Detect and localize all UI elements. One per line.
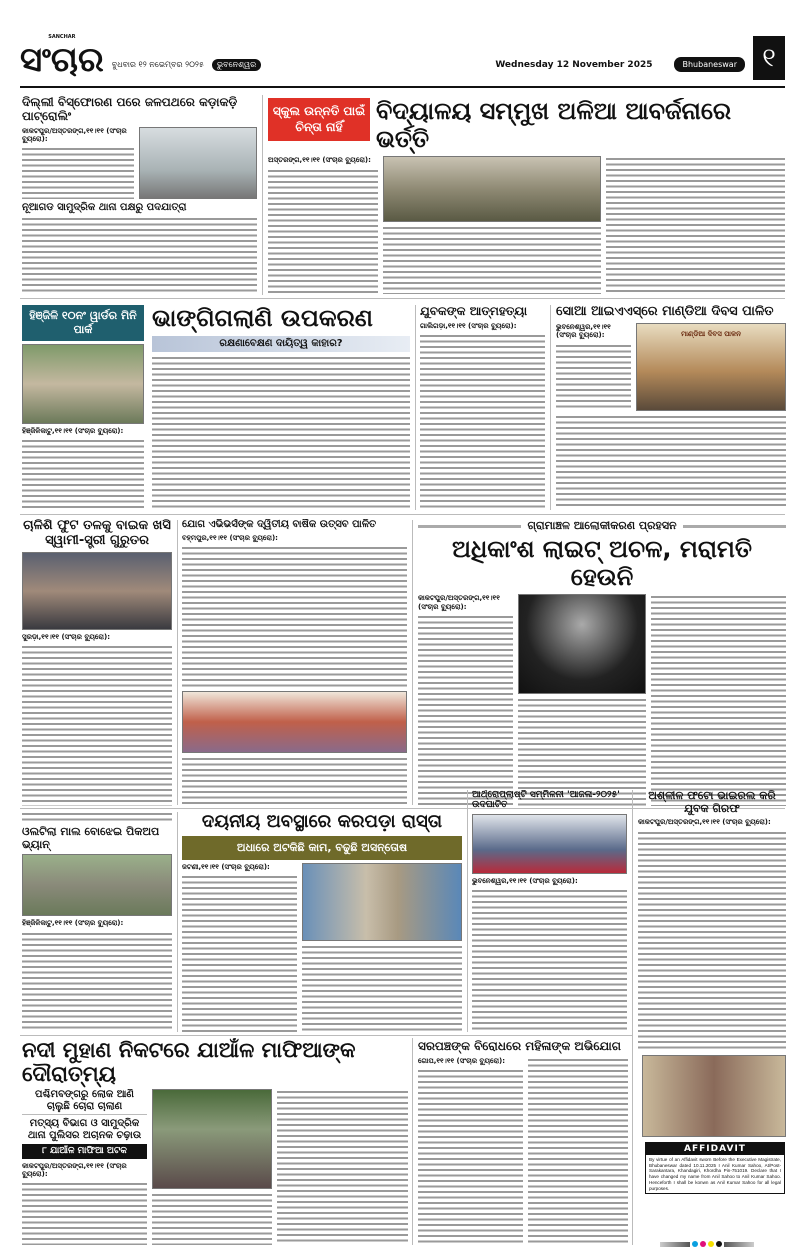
city-english-pill: Bhubaneswar <box>674 57 745 72</box>
subhead-mafia-1: ପଶ୍ଚିମବଙ୍ଗରୁ ଲୋକ ଆଣି ଚାଲୁଛି ଚୋରା ଚାଲାଣ <box>22 1089 147 1115</box>
photo-pickup-van <box>22 854 172 916</box>
story-body-mafia-2 <box>152 1192 272 1245</box>
story-park <box>152 305 410 509</box>
story-body-school-3 <box>606 156 785 294</box>
photo-bike-accident <box>22 552 172 630</box>
dateline-conference: ଭୁବନେଶ୍ୱର,୧୧।୧୧ (ସଂଚାର ବ୍ୟୁରୋ): <box>472 876 578 885</box>
story-body-road <box>182 874 297 1032</box>
photo-damaged-road <box>302 863 462 941</box>
kicker-rule-left <box>418 525 521 528</box>
headline-pickup: ଓଲଟିଲା ମାଲ ବୋଝେଇ ପିକଅପ ଭ୍ୟାନ୍ <box>22 825 160 851</box>
dateline-pickup: ହିଞ୍ଜିଳିକାଟୁ,୧୧।୧୧ (ସଂଚାର ବ୍ୟୁରୋ): <box>22 919 124 928</box>
story-body-yoga-2 <box>182 756 407 806</box>
headline-road: ଦୟନୀୟ ଅବସ୍ଥାରେ କରପଡ଼ା ରାସ୍ତା <box>201 812 443 832</box>
story-light <box>418 519 786 806</box>
photo-school-garbage <box>383 156 601 222</box>
story-park-photo <box>22 305 144 509</box>
dateline-bike: ସୁରଡ଼ା,୧୧।୧୧ (ସଂଚାର ବ୍ୟୁରୋ): <box>22 632 110 641</box>
city-odia-pill: ଭୁବନେଶ୍ୱର <box>212 59 261 71</box>
story-body-bike <box>22 644 172 806</box>
photo-soa-event <box>636 323 786 411</box>
story-suicide <box>420 305 545 509</box>
story-mafia <box>22 1038 408 1245</box>
affidavit-body: By virtue of an Affidavit sworn Before the Executive Magistrate, Bhubaneswar dated 10.11.2025 I Anil Kumar Sahoo, At/Post-Sarakantara, Khandagiri, Khordha Pin-751019. Declare that I have changed my name from Anil Sahoo to Anil Kumar Sahoo. Henceforth I shall be konwn as Anil Kumar Sahoo for all legal purposes. <box>649 1157 781 1191</box>
subhead-road: ଅଧାରେ ଅଟକିଛି କାମ, ବଢୁଛି ଅସନ୍ତୋଷ <box>182 836 462 860</box>
photo-arrested-mafia <box>152 1089 272 1189</box>
story-soa <box>556 305 786 509</box>
story-arrest <box>638 790 786 1050</box>
photo-arrested-youth <box>642 1055 786 1137</box>
dateline-yoga: ବହ୍ମପୁର,୧୧।୧୧ (ସଂଚାର ବ୍ୟୁରୋ): <box>182 533 278 542</box>
headline-light: ଅଧିକାଂଶ ଲାଇଟ୍ ଅଚଳ, ମରାମତି ହେଉନି <box>452 535 752 591</box>
headline-conference: ଆର୍ଥ୍ରୋପ୍ଲାଷ୍ଟି ସମ୍ମିଳନୀ 'ଆଜଳା-୨୦୨୫' ଉଦଘାଟିତ <box>472 790 620 811</box>
dateline-sarpanch: ଗୋପ,୧୧।୧୧ (ସଂଚାର ବ୍ୟୁରୋ): <box>418 1056 506 1065</box>
dateline-school: ଅସ୍ତରଙ୍ଗ,୧୧।୧୧ (ସଂଚାର ବ୍ୟୁରୋ): <box>268 156 371 165</box>
dateline-mafia: କାକଟପୁର/ଅସ୍ତରଙ୍ଗ,୧୧।୧୧ (ସଂଚାର ବ୍ୟୁରୋ): <box>22 1161 127 1179</box>
story-body-road-2 <box>302 944 462 1032</box>
story-body-delhi <box>22 146 134 198</box>
photo-coast-patrol <box>139 127 257 199</box>
story-pickup <box>22 811 172 1032</box>
masthead <box>20 20 785 88</box>
story-road <box>182 812 462 1032</box>
date-english: Wednesday 12 November 2025 <box>495 60 653 70</box>
kicker-rule-right <box>683 525 786 528</box>
story-body-bike-cont <box>22 811 172 823</box>
headline-suicide: ଯୁବକଙ୍କ ଆତ୍ମହତ୍ୟା <box>420 305 528 318</box>
story-body-light <box>418 614 513 806</box>
odia-date: ବୁଧବାର ୧୨ ନଭେମ୍ବର ୨୦୨୫ <box>111 60 204 69</box>
dateline-soa: ଭୁବନେଶ୍ୱର,୧୧।୧୧ (ସଂଚାର ବ୍ୟୁରୋ): <box>556 322 611 340</box>
story-body-park <box>22 438 144 509</box>
story-body-sarpanch <box>418 1068 523 1245</box>
story-body-light-3 <box>651 594 786 806</box>
story-body-school <box>268 168 378 294</box>
story-body-mafia <box>22 1181 147 1245</box>
headline-sarpanch: ସରପଞ୍ଚଙ୍କ ବିରୋଧରେ ମହିଳାଙ୍କ ଅଭିଯୋଗ <box>418 1040 621 1053</box>
headline-yoga: ଯୋଗ ଏଭିଭର୍ସଙ୍କ ଦ୍ୱିତୀୟ ବାର୍ଷିକ ଉତ୍ସବ ପାଳିତ <box>182 519 377 530</box>
headline-park: ଭାଙ୍ଗିଗଲାଣି ଉପକରଣ <box>152 305 373 332</box>
dateline-park: ହିଞ୍ଜିଳିକାଟୁ,୧୧।୧୧ (ସଂଚାର ବ୍ୟୁରୋ): <box>22 426 124 435</box>
dateline-delhi: କାକଟପୁର/ଅସ୍ତରଙ୍ଗ,୧୧।୧୧ (ସଂଚାର ବ୍ୟୁରୋ): <box>22 126 127 143</box>
story-conference <box>472 790 627 1032</box>
color-registration-strip <box>660 1240 780 1248</box>
kicker-school: ସ୍କୁଲ ଉନ୍ନତି ପାଇଁ ଚିନ୍ତା ନାହିଁ <box>268 98 370 141</box>
dateline-road: ଜଟଣୀ,୧୧।୧୧ (ସଂଚାର ବ୍ୟୁରୋ): <box>182 862 270 871</box>
soa-banner-text: ମାଣ୍ଡିଆ ଦିବସ ପାଳନ <box>681 329 741 338</box>
photo-conference <box>472 814 627 874</box>
story-body-yoga <box>182 545 407 688</box>
story-delhi <box>22 96 257 294</box>
story-bike <box>22 519 172 806</box>
story-body-mafia-3 <box>277 1089 408 1245</box>
headline-arrest: ଅଶ୍ଳୀଳ ଫଟୋ ଭାଇରଲ କରି ଯୁବକ ଗିରଫ <box>648 790 776 815</box>
logo-sub: SANCHAR <box>48 34 76 40</box>
photo-yoga-group <box>182 691 407 753</box>
subhead-delhi: ନୂଆଗଡ ସାମୁଦ୍ରିକ ଥାନା ପକ୍ଷରୁ ପଦଯାତ୍ରା <box>22 201 187 213</box>
affidavit-title: AFFIDAVIT <box>646 1143 784 1155</box>
affidavit-box <box>645 1142 785 1194</box>
story-body-delhi-2 <box>22 216 257 294</box>
story-body-pickup <box>22 931 172 1032</box>
dateline-suicide: ଗାଲିଗଡ଼ା,୧୧।୧୧ (ସଂଚାର ବ୍ୟୁରୋ): <box>420 321 517 330</box>
subhead-mafia-3: ୮ ଯାଆଁଳ ମାଫିଆ ଅଟକ <box>22 1144 147 1158</box>
story-body-arrest <box>638 830 786 1050</box>
kicker-light-text: ଗ୍ରାମାଞ୍ଚଳ ଆଲୋକୀକରଣ ପ୍ରହସନ <box>527 519 677 532</box>
story-body-soa <box>556 343 631 411</box>
story-body-park-2 <box>152 355 410 509</box>
story-yoga <box>182 519 407 806</box>
story-body-sarpanch-2 <box>528 1057 628 1245</box>
subhead-park: ରକ୍ଷଣାବେକ୍ଷଣ ଦାୟିତ୍ୱ କାହାର? <box>152 336 410 352</box>
headline-soa: ସୋଆ ଆଇଏଏସ୍‌ରେ ମାଣ୍ଡିଆ ଦିବସ ପାଳିତ <box>556 305 774 319</box>
story-body-soa-2 <box>556 414 786 509</box>
story-sarpanch <box>418 1040 628 1245</box>
page-number: ୧ <box>753 36 785 80</box>
story-body-school-2 <box>383 225 601 294</box>
headline-delhi: ଦିଲ୍ଲୀ ବିସ୍ଫୋରଣ ପରେ ଜଳପଥରେ କଡ଼ାକଡ଼ି ପାଟ୍ରୋଲିଂ <box>22 96 238 123</box>
kicker-light <box>418 519 786 533</box>
logo-block <box>20 34 104 80</box>
photo-park <box>22 344 144 424</box>
subhead-mafia-2: ମତ୍ସ୍ୟ ବିଭାଗ ଓ ସାମୁଦ୍ରିକ ଥାନା ପୁଲିସର ଅଚାନକ ଚଢ଼ାଉ <box>27 1118 142 1141</box>
photo-streetlight <box>518 594 646 694</box>
headline-school: ବିଦ୍ୟାଳୟ ସମ୍ମୁଖ ଅଳିଆ ଆବର୍ଜନାରେ ଭର୍ତ୍ତି <box>376 98 732 153</box>
dateline-light: କାକଟପୁର/ଅସ୍ତରଙ୍ଗ,୧୧।୧୧ (ସଂଚାର ବ୍ୟୁରୋ): <box>418 594 500 611</box>
story-body-suicide <box>420 333 545 509</box>
label-park: ହିଞ୍ଜିଳି ୧୦ନଂ ୱାର୍ଡର ମିନି ପାର୍କ <box>22 305 144 341</box>
logo: ସଂଚାର <box>20 40 104 80</box>
headline-bike: ଚାଳିଶି ଫୁଟ ତଳକୁ ବାଇକ ଖସି ସ୍ୱାମୀ-ସ୍ତ୍ରୀ ଗୁରୁତର <box>23 519 171 548</box>
story-school <box>268 98 785 294</box>
story-body-conference <box>472 888 627 1032</box>
headline-mafia: ନଦୀ ମୁହାଣ ନିକଟରେ ଯାଆଁଳ ମାଫିଆଙ୍କ ଦୌରାତ୍ମ୍ୟ <box>22 1038 356 1087</box>
dateline-arrest: କାକଟପୁର/ଅସ୍ତରଙ୍ଗ,୧୧।୧୧ (ସଂଚାର ବ୍ୟୁରୋ): <box>638 818 771 827</box>
